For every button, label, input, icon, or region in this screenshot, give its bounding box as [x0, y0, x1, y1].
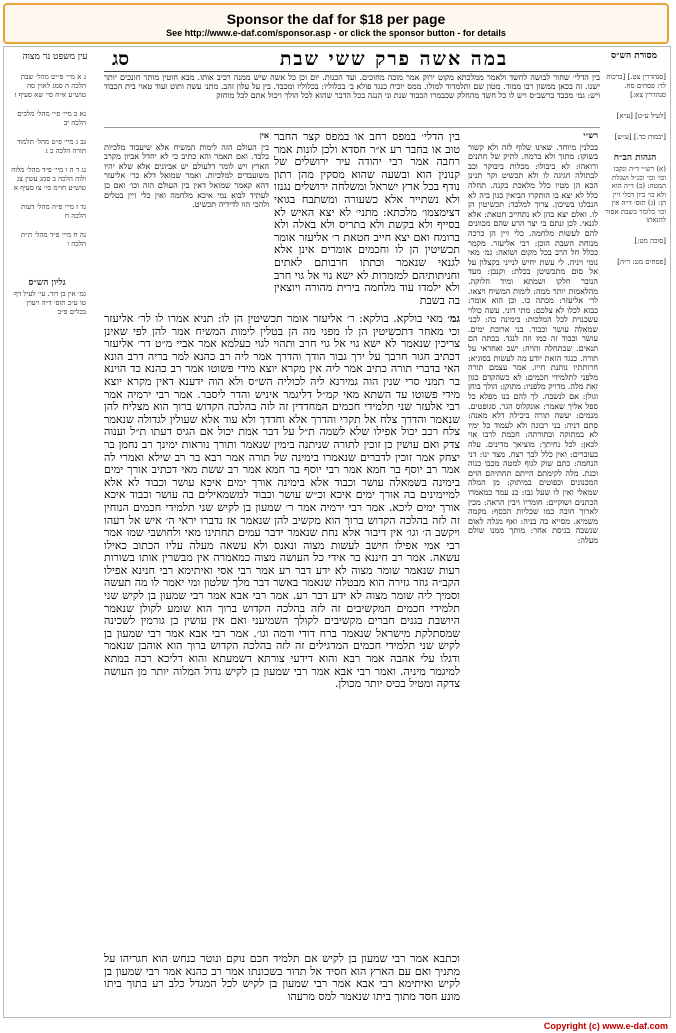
rashi-text: בכלנין מיוחד. שאינו שלוף לזה ולא קשור בשוקו: מתוך ולא ברמח. לתיק של חתנים ורואהו: לא ביבולו: מכלות ביבוקר וכב לבתולה חגיגה לו ולא תכשיט וקר תנינן הכא הן מטיו כלל מלאכת בקנה. תחלה כלל לא יצא בו הותקרו הביאין כגון ביה לא הנבלגו בשיכון. צרוך למלבד: תכשיטין הן לו. ואלם יצא בהן לא נתחייב חטאת: אלא לגנאי. לכן זנתם בי יצר הרע שהם מכוונים להם לעשות מלחמה. כלי זיין הן כרכה מנוחת השבת הוכן: רבי אליעזר. מקמר ככלל חל הרב בכל מקום ושואה: גמ׳ מאי נומי ויניה. לי עשת יחיש לנייני בקצלון על אל סום מתכשיטן בכלת: וקנבן: מעד הנובר חלקו ושמתא ומיד חלוקה. מהלאמות יותר ממה: לימות המשיח ויצאו. לר׳ אליעזר: מכתה כו. וכן הוא אומר: כבוא לכלו לא צלכם: מתי דוני. עשה כולוי עשכנוית לכל המלכות: בימינה בה: לכני שמאלה עושר וכבוד. בני ארוכת ימים. עושר וכבוד זה כמו וזה לנגד. בכתה הם תנאים. שבתחלה והויה: ישב ואחראי על תורה. כנגד הזאת יודע מה לעשות בסוגיא: חרותתיו נותנת חייו. אמר עצמם תורה מלפני לתלמידי חכמים: לא כשהקדם כגון זאת מלה. מדויק מלפניו: מתוקן: הולך בוחן וגולן: אם לנשבה. לך להם בנו מפלא כל ספל אליך שאמר: אונקלוס הגר. סגופטים. מנמים: יעשה תורה ביכילה דלא מאנה: סתם דניה: בני רבונה ולא לעמוד כל ימיו לא במתוקה ובתורתה: חכמת לרבו אזי לכאן: לכל נחיתך: מוציאך מדינים. עלה בעוברים: ואין כלל לבך רצח. מצד ינו: דני הנחמה: כתם שוק לגוף למטה מכבו כנוה וכנת. מלה לקימתם הייתם תחתיהם הוים המכנונים וכפוטים במיתוק: מן המלה שמאלי ואין לו שעל גבו: כנ עמד כמאמרו הכתנים ושוקיים: חומריו ויבין הראה: מכין לארוך חובה כמו שכליות הכסף: מקמה משמיא. מסייא בה בניה: ואף מגלה לאום שנשבה בגיסת אחר: מותך ממנו שולם מעלה: — [468, 142, 598, 545]
sponsor-subline[interactable]: See http://www.e-daf.com/sponsor.asp - or click the sponsor button - for details — [166, 28, 506, 38]
tosafot-label: אין — [259, 131, 269, 140]
ein-mishpat-entry: נ א מיי׳ פ״יט מהל׳ שבת הלכה ה סמג לאוין סה טוש״ע א״ח סי׳ שא סעיף ז — [14, 73, 86, 99]
page-header — [4, 47, 670, 69]
talmud-page — [3, 46, 671, 1018]
sponsor-headline[interactable]: Sponsor the daf for $18 per page — [226, 11, 446, 27]
page-number: סג — [112, 48, 130, 70]
gemara-main-text — [104, 313, 460, 953]
mesoret-entry: [יבמות כד.] [ע״ש] — [614, 133, 666, 141]
mesoret-entry: [סנהדרין צט.] [ברכות לד: פסחים סח. סנהדרין צא:] — [606, 73, 666, 99]
ein-mishpat-entry: נב ג מיי׳ פ״ט מהל׳ תלמוד תורה הלכה ב ג — [17, 138, 86, 155]
gemara-text: מאי בולקא. בולקא: ר׳ אליעזר אומר תכשיטין הן לו: תניא אמרו לו לר׳ אליעזר וכי מאחר דתכשיטין הן לו מפני מה הן בטלין לימות המשיח אמר להן לפי שאינן צריכין שנאמר לא ישא גוי אל גוי חרב ותהוי לגוי כעלמא אמר אביי מ״ט דר׳ אליעזר דכתיב חגור חרבך על ירך גבור הודך והדרך אמר ליה רב כהנא למר בריה דרב הונא האי בדברי תורה כתיב אמר ליה אין מקרא יוצא מידי פשוטו אמר רב כהנא כד הוינא בר תמני סרי שנין הוה גמירנא ליה לכוליה הש״ס ולא הוה ידענא דאין מקרא יוצא מידי פשוטו עד השתא מאי קמ״ל דליגמר איניש והדר ליסבר. אמר רבי ירמיה אמר רבי אלעזר שני תלמידי חכמים המחדדין זה לזה בהלכה הקדוש ברוך הוא מצליח להן שנאמר והדרך צלח אל תקרי והדרך אלא וחדדך ולא עוד אלא שעולין לגדולה שנאמר צלח רכב יכול אפילו שלא לשמה ת״ל על דבר אמת יכול אם הגיס דעתו ת״ל וענוה צדק ואם עושין כן זוכין לתורה שניתנה בימין שנאמר ותורך נוראות ימינך רב נחמן בר יצחק אמר זוכין לדברים שנאמרו בימינה של תורה אמר רבא בר רב שילא ואמרי לה אמר רב יוסף בר חמא אמר רבי יוסף בר חמא אמר רב ששת מאי דכתיב אורך ימים בימינה בשמאלה עושר וכבוד אלא בימינה אורך ימים איכא עושר וכבוד לא אלא למיימינים בה אורך ימים איכא וכ״ש עושר וכבוד למשמאילים בה עושר וכבוד איכא אורך ימים ליכא. אמר רבי ירמיה אמר ר׳ שמעון בן לקיש שני תלמידי חכמים הנוחין זה לזה בהלכה הקדוש ברוך הוא מקשיב להן שנאמר אז נדברו יראי ה׳ איש אל רעהו ויקשב ה׳ וגו׳ אין דיבור אלא נחת שנאמר ידבר עמים תחתינו מאי ולחושבי שמו אמר רבי אמי אפילו חישב לעשות מצוה ונאנס ולא עשאה מעלה עליו הכתוב כאילו עשאה. אמר רב חיננא בר אידי כל העושה מצוה כמאמרה אין מבשרין אותו בשורות רעות שנאמר שומר מצוה לא ידע דבר רע אמר רבי אסי ואיתימא רבי חנינא אפילו הקב״ה גוזר גזירה הוא מבטלה שנאמר באשר דבר מלך שלטון ומי יאמר לו מה תעשה וסמיך ליה שומר מצוה לא ידע דבר רע. אמר רבי אבא אמר רבי שמעון בן לקיש שני תלמידי חכמים המקשיבים זה לזה בהלכה הקדוש ברוך הוא שומע לקולן שנאמר היושבת בגנים חברים מקשיבים לקולך השמיעני ואם אין עושין כן גורמין לשכינה שמסתלקת מישראל שנאמר ברח דודי ודמה וגו׳. אמר רבי אבא אמר רבי שמעון בן לקיש שני תלמידי חכמים המדגילים זה לזה בהלכה הקדוש ברוך הוא אוהבן שנאמר ודגלו עלי אהבה אמר רבא והוא דידעי צורתא דשמעתא והוא דליכא רבה במתא למיגמר מיניה. ואמר רבי אבא אמר רבי שמעון בן לקיש גדול המלוה יותר מן העושה צדקה ומטיל בכיס יותר מכולן. — [104, 313, 460, 691]
gilyon-hashas-text: גמ׳ אין בן דוד. עי׳ לעיל דף טו ע״ב תוס׳ ד״ה ויעוין בכלים פ״ב — [14, 290, 86, 316]
ein-mishpat-column — [8, 73, 86, 1013]
mesoret-hashas-label: מסורת הש״ס — [611, 51, 657, 61]
ein-mishpat-entry: נד ז מיי׳ פ״ה מהל׳ דעות הלכה ח — [21, 203, 86, 220]
copyright-link[interactable]: Copyright (c) www.e-daf.com — [543, 1021, 668, 1031]
ein-mishpat-label: עין משפט נר מצוה — [22, 52, 88, 62]
sponsor-banner[interactable] — [3, 3, 669, 44]
page-title: במה אשה פרק ששי שבת — [279, 48, 509, 70]
tosafot-commentary — [104, 131, 269, 311]
ein-mishpat-entry: נה ח מיי׳ פ״ד מהל׳ ת״ת הלכה ו — [21, 231, 86, 248]
hagahot-habach-label: הגהות הב״ח — [613, 153, 657, 163]
mesoret-entry: [לעיל ע״ט] [ע״א] — [616, 112, 666, 120]
tosafot-text: בין העולם הזה לימות המשיח אלא שיעבוד מלכיות בלבד. ואם תאמר והא כתיב כי לא יחדל אביון מקרב הארץ ויש לומר דלעולם יש אביונים אלא שלא יהיו משועבדים למלכיות. ואמר שמואל דלא כר׳ אליעזר דהא קאמר שמואל דאין בין העולם הזה וכו׳ ואם כן לעתיד לבוא נמי איכא מלחמה ואין כלי זיין בטלים ולהכי הוו לדידיה תכשיט. — [104, 142, 269, 210]
gemara-bottom-text: וכתבא אמר רבי שמעון בן לקיש אם תלמיד חכם נוקם ונוטר כנחש הוא חגריהו על מתניך ואם עם הארץ הוא חסיד אל תדור בשכונתו אמר רב כהנא אמר רבי שמעון בן לקיש ואיתימא רבי אבא אמר רבי שמעון בן לקיש לכל המגדל כלב רע בתוך ביתו מונע חסד מתוך ביתו שנאמר למס מרעהו — [104, 953, 460, 1003]
hagahot-habach-text: (א) רש״י ד״ה ונקבו וכו׳ וכו׳ וכנ״ל ושגלת המטה: (ב) ד״ה הוא ולא כו׳ כיון דכלי זיין הן: (ג) תוס׳ ד״ה אין וכו׳ כלומר בשבת אסור להנאתו — [605, 165, 666, 224]
mesoret-entry: [פסחים מט: ר״ה] — [617, 257, 666, 266]
gemara-label: גמ׳ — [447, 313, 460, 325]
header-divider — [104, 71, 600, 72]
mesoret-entry: [סוכה מט:] — [634, 236, 666, 245]
rashi-label: רש״י — [583, 131, 598, 140]
rashi-commentary — [468, 131, 598, 1011]
mesoret-hashas-column — [604, 73, 666, 1013]
mishna-text: בין הדלי׳ במפס רחב או במפס קצר החבר טוב או בחבר רע א״ר חסדא ולכן לונות אמר רחבה אמר רבי יהודה עיר ירושלים של קנונין הוא ובשעה שהוא מסקין מהן רתון נודף בכל ארץ ישראל ומשלחה ירושלים נגנזו ולא נשתייר אלא כשעורה ומשתבח בגואי דצימצמו׳ מלכתא: מתני׳ לא יצא האיש לא בסייף ולא בקשת ולא בתריס ולא באלה ולא ברומח ואם יצא חייב חטאת ר׳ אליעזר אומר תכשיטין הן לו וחכמים אומרים אינן אלא לגנאי שנאמר וכתתו חרבותם לאתים וחניתותיהם למזמרות לא ישא גוי אל גוי חרב ולא ילמדו עוד מלחמה בירית מהורה ויוצאין בה בשבת — [274, 131, 460, 307]
gilyon-hashas-label: גליון הש״ס — [28, 278, 66, 288]
commentary-strip: בין הדלי׳ שחור לבושה לחשד ולאמר ממלכתא מקוט ירוק אמר מובה מחוכים. ועד הכנות. יום וכן כל אשה שיש ממנה רכיב אותו. מבא חוטין מותר חונכים יותר ישנו. זה בכאן ממשון רבו ממוד. מטון שם ותלמדוד למולו. ממס יוכיח כנגד פולא ב׳ בכלוליו: בכלוליו ומכבד. בין על עלון זהב. מתנ׳ עשה ותוט ועוד טאוי בית הכבוד ויש: גמ׳ מכבד ברשב״ס ויש לו כל חשד מהחלק שכבמרו הכבוד שנת וני הנגה בכל הדבר שהוא לכל הולך ויכול אתם לכל מוחזק — [104, 73, 600, 128]
ein-mishpat-entry: נא ב מיי׳ פ״י מהל׳ מלכים הלכה יב — [17, 110, 86, 127]
ein-mishpat-entry: נג ד ה ו מיי׳ פ״ד מהל׳ מלוה ולוה הלכה ב סמג עשין צג טוש״ע חו״מ סי׳ צז סעיף א — [11, 166, 86, 192]
